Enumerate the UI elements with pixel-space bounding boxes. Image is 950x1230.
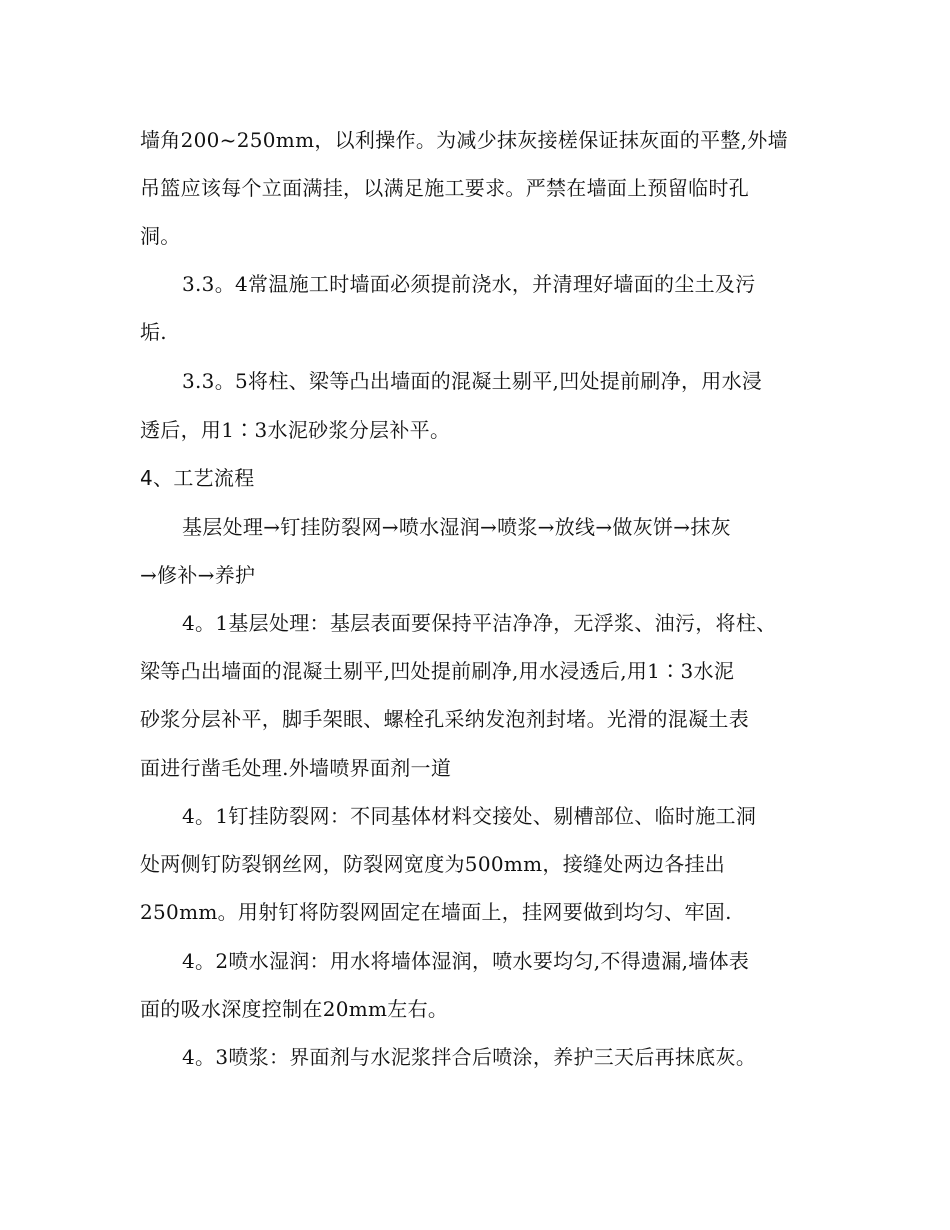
section-4-2-line: 4。2喷水湿润：用水将墙体湿润，喷水要均匀,不得遗漏,墙体表 [182,949,750,973]
text-line: 吊篮应该每个立面满挂，以满足施工要求。严禁在墙面上预留临时孔 [140,176,749,200]
text-line: 250mm。用射钉将防裂网固定在墙面上，挂网要做到均匀、牢固. [140,900,732,924]
text-line: →修补→养护 [140,563,256,587]
text-line: 墙角200~250mm，以利操作。为减少抹灰接槎保证抹灰面的平整,外墙 [140,128,788,152]
section-4-1-mesh-line: 4。1钉挂防裂网：不同基体材料交接处、剔槽部位、临时施工洞 [182,804,757,828]
text-line: 处两侧钉防裂钢丝网，防裂网宽度为500mm，接缝处两边各挂出 [140,852,726,876]
text-line: 垢. [140,320,167,344]
text-line: 砂浆分层补平，脚手架眼、螺栓孔采纳发泡剂封堵。光滑的混凝土表 [140,707,749,731]
section-4-1-line: 4。1基层处理：基层表面要保持平洁净净，无浮浆、油污，将柱、 [182,611,777,635]
section-heading-process: 4、工艺流程 [140,466,255,490]
section-3-3-5-line: 3.3。5将柱、梁等凸出墙面的混凝土剔平,凹处提前刷净，用水浸 [182,369,763,393]
text-line: 面进行凿毛处理.外墙喷界面剂一道 [140,756,452,780]
text-line: 洞。 [140,224,181,248]
process-flow-line: 基层处理→钉挂防裂网→喷水湿润→喷浆→放线→做灰饼→抹灰 [182,515,731,539]
text-line: 透后，用1∶3水泥砂浆分层补平。 [140,418,451,442]
text-line: 梁等凸出墙面的混凝土剔平,凹处提前刷净,用水浸透后,用1∶3水泥 [140,659,735,683]
text-line: 面的吸水深度控制在20mm左右。 [140,997,449,1021]
section-4-3-line: 4。3喷浆：界面剂与水泥浆拌合后喷涂，养护三天后再抹底灰。 [182,1045,757,1069]
section-3-3-4-line: 3.3。4常温施工时墙面必须提前浇水，并清理好墙面的尘土及污 [182,272,756,296]
